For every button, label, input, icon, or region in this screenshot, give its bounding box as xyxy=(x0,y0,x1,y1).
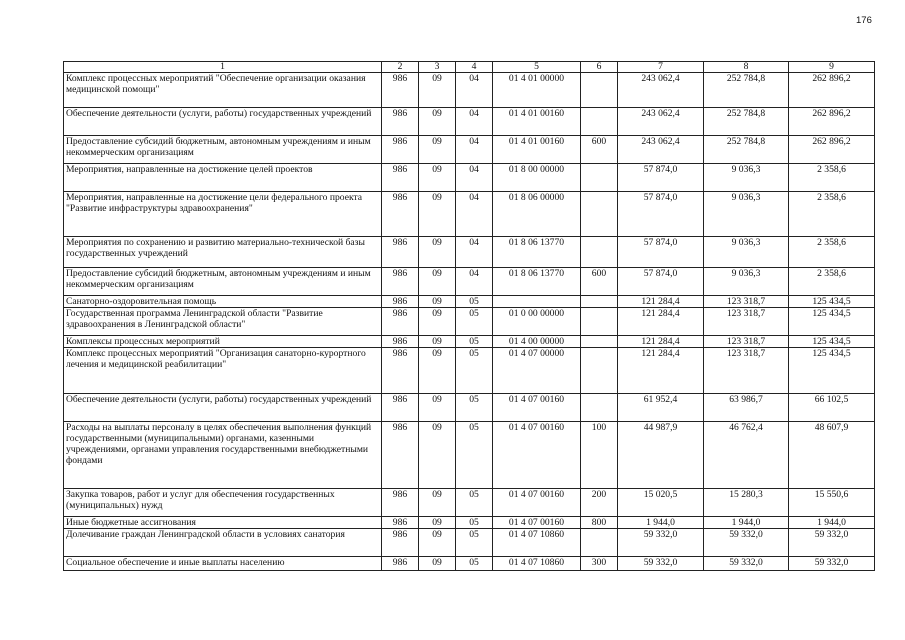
expense-type-cell: 600 xyxy=(581,268,618,296)
budget-table xyxy=(63,61,875,571)
section-cell: 09 xyxy=(419,136,456,164)
header-cell: 8 xyxy=(704,62,789,73)
expense-type-cell xyxy=(581,348,618,394)
section-cell: 09 xyxy=(419,108,456,136)
section-cell: 09 xyxy=(419,296,456,308)
amount-year3-cell: 262 896,2 xyxy=(789,108,875,136)
header-cell: 9 xyxy=(789,62,875,73)
expense-type-cell: 100 xyxy=(581,422,618,489)
amount-year3-cell: 262 896,2 xyxy=(789,136,875,164)
section-cell: 09 xyxy=(419,557,456,571)
expense-type-cell xyxy=(581,164,618,192)
page-number: 176 xyxy=(856,15,872,26)
subsection-cell: 05 xyxy=(456,296,493,308)
subsection-cell: 05 xyxy=(456,517,493,529)
header-cell: 7 xyxy=(618,62,704,73)
section-cell: 09 xyxy=(419,308,456,336)
section-cell: 09 xyxy=(419,192,456,237)
amount-year1-cell: 243 062,4 xyxy=(618,73,704,108)
subsection-cell: 05 xyxy=(456,394,493,422)
expense-type-cell xyxy=(581,529,618,557)
subsection-cell: 04 xyxy=(456,73,493,108)
gu-code-cell: 986 xyxy=(382,517,419,529)
table-row xyxy=(64,517,875,529)
expense-type-cell xyxy=(581,296,618,308)
target-article-cell: 01 4 07 00160 xyxy=(493,489,581,517)
amount-year2-cell: 123 318,7 xyxy=(704,336,789,348)
amount-year2-cell: 9 036,3 xyxy=(704,268,789,296)
amount-year3-cell: 48 607,9 xyxy=(789,422,875,489)
target-article-cell: 01 4 01 00160 xyxy=(493,108,581,136)
row-name-cell: Долечивание граждан Ленинградской области в условиях санатория xyxy=(64,529,382,557)
header-cell: 6 xyxy=(581,62,618,73)
subsection-cell: 05 xyxy=(456,308,493,336)
amount-year1-cell: 121 284,4 xyxy=(618,348,704,394)
amount-year2-cell: 123 318,7 xyxy=(704,308,789,336)
amount-year3-cell: 125 434,5 xyxy=(789,336,875,348)
subsection-cell: 05 xyxy=(456,489,493,517)
row-name-cell: Обеспечение деятельности (услуги, работы) государственных учреждений xyxy=(64,108,382,136)
section-cell: 09 xyxy=(419,517,456,529)
amount-year2-cell: 15 280,3 xyxy=(704,489,789,517)
expense-type-cell: 800 xyxy=(581,517,618,529)
subsection-cell: 05 xyxy=(456,557,493,571)
header-row xyxy=(64,62,875,73)
target-article-cell: 01 8 06 13770 xyxy=(493,268,581,296)
subsection-cell: 04 xyxy=(456,164,493,192)
amount-year2-cell: 59 332,0 xyxy=(704,557,789,571)
gu-code-cell: 986 xyxy=(382,489,419,517)
row-name-cell: Предоставление субсидий бюджетным, автономным учреждениям и иным некоммерческим организациям xyxy=(64,136,382,164)
target-article-cell: 01 4 07 00000 xyxy=(493,348,581,394)
subsection-cell: 04 xyxy=(456,108,493,136)
target-article-cell: 01 4 07 00160 xyxy=(493,422,581,489)
target-article-cell: 01 4 07 10860 xyxy=(493,557,581,571)
amount-year3-cell: 2 358,6 xyxy=(789,164,875,192)
table-row xyxy=(64,136,875,164)
table-row xyxy=(64,296,875,308)
section-cell: 09 xyxy=(419,529,456,557)
subsection-cell: 04 xyxy=(456,136,493,164)
gu-code-cell: 986 xyxy=(382,108,419,136)
amount-year1-cell: 59 332,0 xyxy=(618,529,704,557)
section-cell: 09 xyxy=(419,348,456,394)
row-name-cell: Расходы на выплаты персоналу в целях обеспечения выполнения функций государственными (муниципальными) органами, казенными учреждениями, органами управления государственными внебюджетными фондами xyxy=(64,422,382,489)
row-name-cell: Мероприятия по сохранению и развитию материально-технической базы государственных учреждений xyxy=(64,237,382,268)
gu-code-cell: 986 xyxy=(382,237,419,268)
subsection-cell: 04 xyxy=(456,192,493,237)
header-cell: 1 xyxy=(64,62,382,73)
table-row xyxy=(64,348,875,394)
row-name-cell: Социальное обеспечение и иные выплаты населению xyxy=(64,557,382,571)
amount-year3-cell: 59 332,0 xyxy=(789,529,875,557)
section-cell: 09 xyxy=(419,164,456,192)
amount-year3-cell: 66 102,5 xyxy=(789,394,875,422)
expense-type-cell xyxy=(581,237,618,268)
subsection-cell: 04 xyxy=(456,268,493,296)
amount-year3-cell: 2 358,6 xyxy=(789,192,875,237)
gu-code-cell: 986 xyxy=(382,296,419,308)
expense-type-cell xyxy=(581,73,618,108)
target-article-cell: 01 4 07 00160 xyxy=(493,394,581,422)
amount-year1-cell: 121 284,4 xyxy=(618,336,704,348)
subsection-cell: 05 xyxy=(456,422,493,489)
target-article-cell: 01 4 01 00000 xyxy=(493,73,581,108)
amount-year1-cell: 57 874,0 xyxy=(618,164,704,192)
amount-year1-cell: 61 952,4 xyxy=(618,394,704,422)
amount-year3-cell: 125 434,5 xyxy=(789,348,875,394)
amount-year1-cell: 121 284,4 xyxy=(618,308,704,336)
expense-type-cell: 200 xyxy=(581,489,618,517)
subsection-cell: 05 xyxy=(456,529,493,557)
target-article-cell: 01 8 06 13770 xyxy=(493,237,581,268)
row-name-cell: Комплекс процессных мероприятий "Обеспечение организации оказания медицинской помощи" xyxy=(64,73,382,108)
header-cell: 3 xyxy=(419,62,456,73)
row-name-cell: Мероприятия, направленные на достижение целей проектов xyxy=(64,164,382,192)
section-cell: 09 xyxy=(419,268,456,296)
table-row xyxy=(64,164,875,192)
section-cell: 09 xyxy=(419,237,456,268)
header-cell: 2 xyxy=(382,62,419,73)
table-row xyxy=(64,422,875,489)
table-row xyxy=(64,237,875,268)
row-name-cell: Комплекс процессных мероприятий "Организация санаторно-курортного лечения и медицинской реабилитации" xyxy=(64,348,382,394)
row-name-cell: Государственная программа Ленинградской области "Развитие здравоохранения в Ленинградской области" xyxy=(64,308,382,336)
table-row xyxy=(64,73,875,108)
row-name-cell: Предоставление субсидий бюджетным, автономным учреждениям и иным некоммерческим организациям xyxy=(64,268,382,296)
amount-year3-cell: 15 550,6 xyxy=(789,489,875,517)
target-article-cell: 01 4 00 00000 xyxy=(493,336,581,348)
row-name-cell: Обеспечение деятельности (услуги, работы) государственных учреждений xyxy=(64,394,382,422)
gu-code-cell: 986 xyxy=(382,136,419,164)
amount-year3-cell: 125 434,5 xyxy=(789,308,875,336)
row-name-cell: Закупка товаров, работ и услуг для обеспечения государственных (муниципальных) нужд xyxy=(64,489,382,517)
subsection-cell: 04 xyxy=(456,237,493,268)
row-name-cell: Мероприятия, направленные на достижение цели федерального проекта "Развитие инфраструктуры здравоохранения" xyxy=(64,192,382,237)
gu-code-cell: 986 xyxy=(382,394,419,422)
table-row xyxy=(64,336,875,348)
section-cell: 09 xyxy=(419,73,456,108)
amount-year2-cell: 9 036,3 xyxy=(704,192,789,237)
amount-year2-cell: 123 318,7 xyxy=(704,296,789,308)
amount-year1-cell: 121 284,4 xyxy=(618,296,704,308)
gu-code-cell: 986 xyxy=(382,348,419,394)
amount-year2-cell: 123 318,7 xyxy=(704,348,789,394)
amount-year1-cell: 57 874,0 xyxy=(618,192,704,237)
amount-year2-cell: 9 036,3 xyxy=(704,164,789,192)
expense-type-cell xyxy=(581,336,618,348)
amount-year1-cell: 57 874,0 xyxy=(618,268,704,296)
amount-year1-cell: 1 944,0 xyxy=(618,517,704,529)
target-article-cell: 01 4 01 00160 xyxy=(493,136,581,164)
amount-year2-cell: 252 784,8 xyxy=(704,108,789,136)
amount-year2-cell: 63 986,7 xyxy=(704,394,789,422)
amount-year3-cell: 2 358,6 xyxy=(789,237,875,268)
gu-code-cell: 986 xyxy=(382,192,419,237)
gu-code-cell: 986 xyxy=(382,73,419,108)
amount-year2-cell: 59 332,0 xyxy=(704,529,789,557)
table-row xyxy=(64,394,875,422)
expense-type-cell: 300 xyxy=(581,557,618,571)
gu-code-cell: 986 xyxy=(382,164,419,192)
table-row xyxy=(64,557,875,571)
target-article-cell: 01 4 07 10860 xyxy=(493,529,581,557)
amount-year3-cell: 2 358,6 xyxy=(789,268,875,296)
expense-type-cell xyxy=(581,394,618,422)
amount-year2-cell: 1 944,0 xyxy=(704,517,789,529)
gu-code-cell: 986 xyxy=(382,557,419,571)
amount-year1-cell: 59 332,0 xyxy=(618,557,704,571)
amount-year1-cell: 243 062,4 xyxy=(618,136,704,164)
section-cell: 09 xyxy=(419,422,456,489)
table-row xyxy=(64,489,875,517)
header-cell: 5 xyxy=(493,62,581,73)
header-cell: 4 xyxy=(456,62,493,73)
subsection-cell: 05 xyxy=(456,348,493,394)
target-article-cell: 01 0 00 00000 xyxy=(493,308,581,336)
expense-type-cell xyxy=(581,108,618,136)
gu-code-cell: 986 xyxy=(382,336,419,348)
row-name-cell: Иные бюджетные ассигнования xyxy=(64,517,382,529)
table-row xyxy=(64,308,875,336)
table-row xyxy=(64,192,875,237)
amount-year1-cell: 57 874,0 xyxy=(618,237,704,268)
target-article-cell xyxy=(493,296,581,308)
gu-code-cell: 986 xyxy=(382,529,419,557)
expense-type-cell: 600 xyxy=(581,136,618,164)
amount-year3-cell: 262 896,2 xyxy=(789,73,875,108)
table-row xyxy=(64,108,875,136)
amount-year1-cell: 44 987,9 xyxy=(618,422,704,489)
table-row xyxy=(64,268,875,296)
amount-year2-cell: 252 784,8 xyxy=(704,73,789,108)
section-cell: 09 xyxy=(419,394,456,422)
subsection-cell: 05 xyxy=(456,336,493,348)
amount-year3-cell: 59 332,0 xyxy=(789,557,875,571)
target-article-cell: 01 8 00 00000 xyxy=(493,164,581,192)
row-name-cell: Комплексы процессных мероприятий xyxy=(64,336,382,348)
section-cell: 09 xyxy=(419,336,456,348)
amount-year2-cell: 9 036,3 xyxy=(704,237,789,268)
expense-type-cell xyxy=(581,308,618,336)
amount-year1-cell: 243 062,4 xyxy=(618,108,704,136)
gu-code-cell: 986 xyxy=(382,422,419,489)
expense-type-cell xyxy=(581,192,618,237)
amount-year1-cell: 15 020,5 xyxy=(618,489,704,517)
amount-year3-cell: 125 434,5 xyxy=(789,296,875,308)
row-name-cell: Санаторно-оздоровительная помощь xyxy=(64,296,382,308)
target-article-cell: 01 4 07 00160 xyxy=(493,517,581,529)
gu-code-cell: 986 xyxy=(382,268,419,296)
amount-year2-cell: 46 762,4 xyxy=(704,422,789,489)
amount-year2-cell: 252 784,8 xyxy=(704,136,789,164)
target-article-cell: 01 8 06 00000 xyxy=(493,192,581,237)
gu-code-cell: 986 xyxy=(382,308,419,336)
table-row xyxy=(64,529,875,557)
amount-year3-cell: 1 944,0 xyxy=(789,517,875,529)
section-cell: 09 xyxy=(419,489,456,517)
